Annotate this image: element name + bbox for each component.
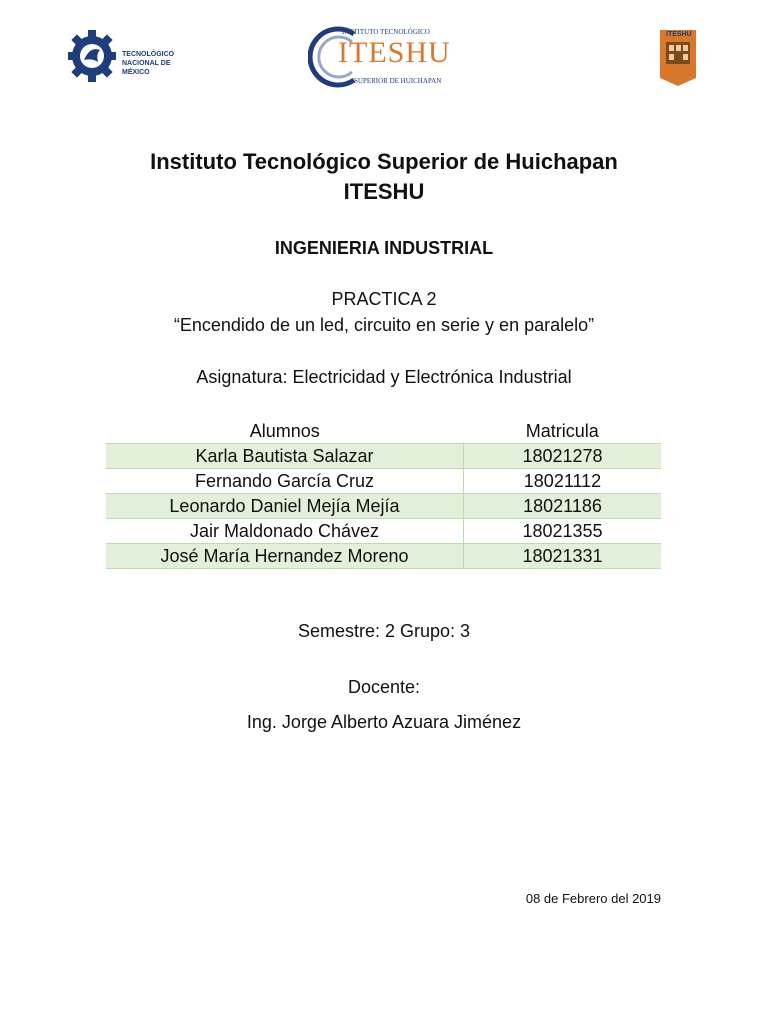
- student-id: 18021278: [464, 444, 662, 469]
- gear-eagle-icon: [68, 24, 116, 88]
- header-logos: [0, 18, 768, 94]
- practice-label: PRACTICA 2: [331, 289, 437, 309]
- emblem-text: ITESHU: [666, 31, 692, 38]
- iteshu-bottom-text: SUPERIOR DE HUICHAPAN: [354, 77, 442, 85]
- career-title: INGENIERIA INDUSTRIAL: [274, 238, 494, 258]
- institute-title: [0, 147, 768, 207]
- student-name: José María Hernandez Moreno: [106, 544, 464, 569]
- student-name: Leonardo Daniel Mejía Mejía: [106, 494, 464, 519]
- student-id: 18021186: [464, 494, 662, 519]
- document-date: 08 de Febrero del 2019: [525, 891, 661, 906]
- table-row: [106, 469, 661, 494]
- student-id: 18021355: [464, 519, 662, 544]
- tecnm-logo: [68, 24, 193, 88]
- institute-acronym: ITESHU: [343, 179, 425, 204]
- institute-name: Instituto Tecnológico Superior de Huichapan: [150, 149, 618, 174]
- table-row: [106, 444, 661, 469]
- student-id: 18021331: [464, 544, 662, 569]
- students-table: [106, 419, 661, 569]
- iteshu-emblem: [656, 24, 700, 88]
- subject: Asignatura: Electricidad y Electrónica Industrial: [196, 367, 572, 387]
- header-matricula: Matricula: [525, 420, 599, 441]
- iteshu-top-text: INSTITUTO TECNOLÓGICO: [342, 28, 430, 36]
- table-row: [106, 544, 661, 569]
- teacher-label: Docente:: [347, 677, 421, 697]
- practice-name: “Encendido de un led, circuito en serie y en paralelo”: [173, 315, 595, 335]
- iteshu-main-text: ITESHU: [338, 36, 451, 69]
- teacher-name: Ing. Jorge Alberto Azuara Jiménez: [246, 712, 522, 732]
- student-name: Karla Bautista Salazar: [106, 444, 464, 469]
- tecnm-line2: NACIONAL DE MÉXICO: [122, 60, 171, 76]
- table-header-row: [106, 419, 661, 444]
- student-id: 18021112: [464, 469, 662, 494]
- iteshu-logo: [308, 24, 463, 90]
- table-row: [106, 494, 661, 519]
- tecnm-line1: TECNOLÓGICO: [122, 51, 175, 58]
- student-name: Jair Maldonado Chávez: [106, 519, 464, 544]
- semester-group: Semestre: 2 Grupo: 3: [297, 621, 471, 641]
- student-name: Fernando García Cruz: [106, 469, 464, 494]
- header-alumnos: Alumnos: [249, 420, 320, 441]
- table-row: [106, 519, 661, 544]
